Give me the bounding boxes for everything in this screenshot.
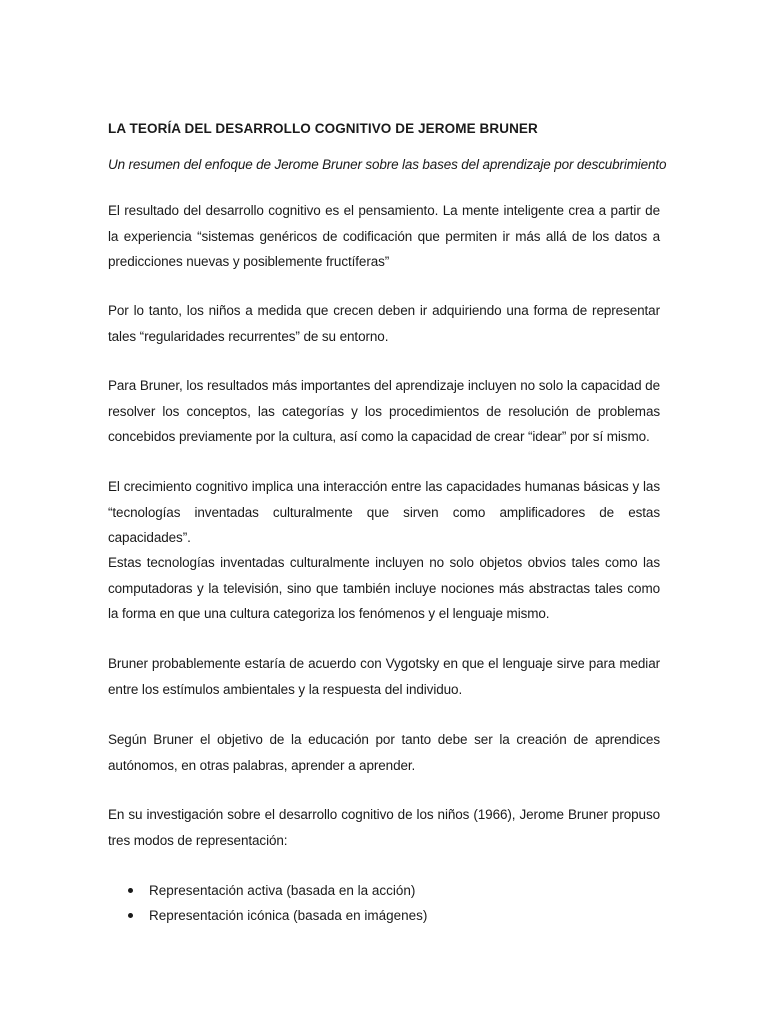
paragraph: Bruner probablemente estaría de acuerdo con Vygotsky en que el lenguaje sirve para mediar entre los estímulos ambientales y la respuesta del individuo. (108, 656, 660, 697)
paragraph: Según Bruner el objetivo de la educación por tanto debe ser la creación de aprendices autónomos, en otras palabras, aprender a aprender. (108, 732, 660, 773)
list-item (108, 878, 427, 903)
paragraph: Por lo tanto, los niños a medida que crecen deben ir adquiriendo una forma de representar tales “regularidades recurrentes” de su entorno. (108, 303, 660, 344)
bullet-list (108, 878, 427, 928)
bullet-icon (128, 888, 133, 893)
paragraph: En su investigación sobre el desarrollo cognitivo de los niños (1966), Jerome Bruner propuso tres modos de representación: (108, 807, 660, 848)
list-item-text: Representación icónica (basada en imágenes) (149, 908, 428, 923)
paragraph: El crecimiento cognitivo implica una interacción entre las capacidades humanas básicas y las “tecnologías inventadas culturalmente que sirven como amplificadores de estas capacidades”. (108, 479, 660, 545)
document-title: LA TEORÍA DEL DESARROLLO COGNITIVO DE JEROME BRUNER (108, 121, 538, 136)
list-item (108, 903, 427, 928)
list-item-text: Representación activa (basada en la acción) (149, 883, 416, 898)
bullet-icon (128, 913, 133, 918)
paragraph: El resultado del desarrollo cognitivo es el pensamiento. La mente inteligente crea a partir de la experiencia “sistemas genéricos de codificación que permiten ir más allá de los datos a predicciones nuevas y posiblemente fructíferas” (108, 203, 660, 269)
paragraph: Estas tecnologías inventadas culturalmente incluyen no solo objetos obvios tales como las computadoras y la televisión, sino que también incluye nociones más abstractas tales como la forma en que una cultura categoriza los fenómenos y el lenguaje mismo. (108, 555, 660, 621)
paragraph: Para Bruner, los resultados más importantes del aprendizaje incluyen no solo la capacidad de resolver los conceptos, las categorías y los procedimientos de resolución de problemas concebidos previamente por la cultura, así como la capacidad de crear “idear” por sí mismo. (108, 378, 660, 444)
document-subtitle: Un resumen del enfoque de Jerome Bruner sobre las bases del aprendizaje por descubrimiento (108, 157, 667, 172)
